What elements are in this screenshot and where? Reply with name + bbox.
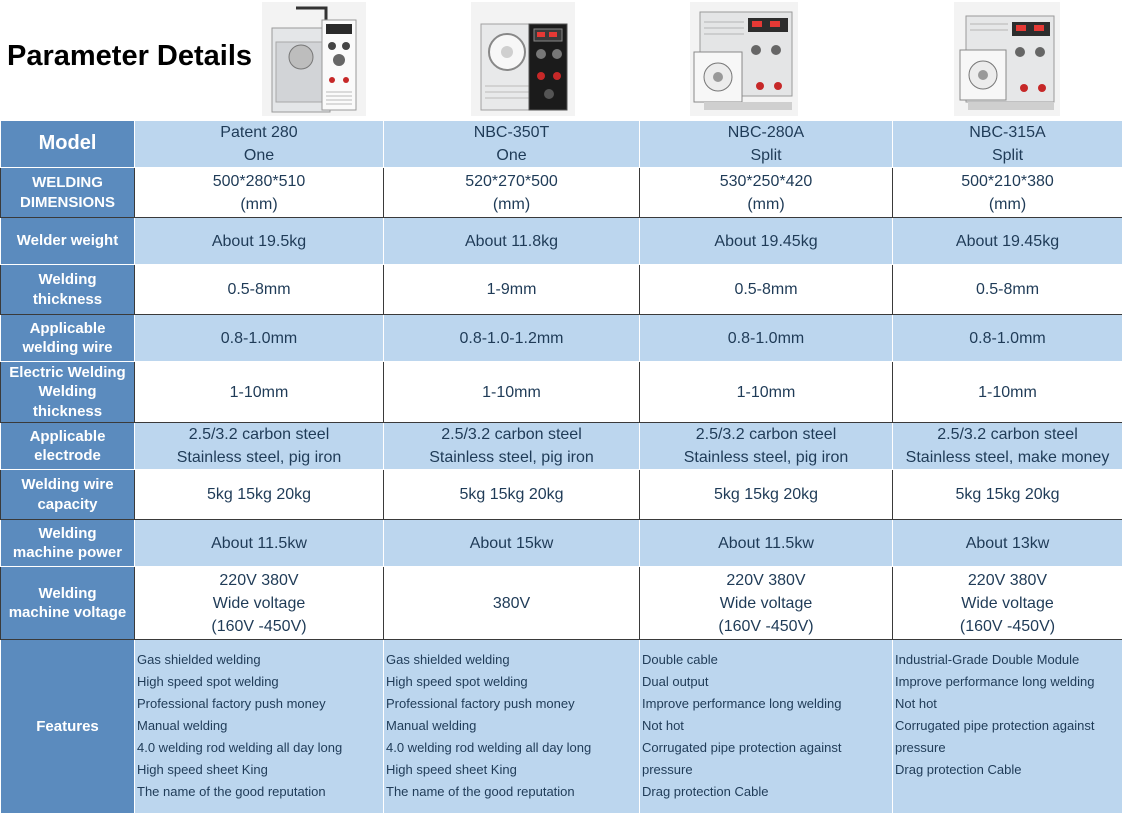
cell-voltage-2: 380V [384, 567, 640, 640]
row-weight [1, 218, 1122, 265]
welder-machine-photo-3 [690, 2, 798, 116]
row-header-features: Features [1, 640, 135, 814]
welder-machine-photo-4 [954, 2, 1060, 116]
cell-capacity-1: 5kg 15kg 20kg [135, 470, 384, 520]
cell-power-3: About 11.5kw [640, 520, 893, 567]
row-header-wire: Applicable welding wire [1, 315, 135, 362]
row-header-model: Model [1, 121, 135, 168]
row-dimensions [1, 168, 1122, 218]
page-title: Parameter Details [7, 40, 253, 72]
row-electric-thickness [1, 362, 1122, 423]
cell-electric-1: 1-10mm [135, 362, 384, 423]
cell-model-2: NBC-350T One [384, 121, 640, 168]
row-voltage [1, 567, 1122, 640]
welder-machine-photo-1 [262, 2, 366, 116]
cell-weight-3: About 19.45kg [640, 218, 893, 265]
cell-features-1: Gas shielded welding High speed spot welding Professional factory push money Manual welding 4.0 welding rod welding all day long High speed sheet King The name of the good reputation [135, 640, 384, 814]
row-header-voltage: Welding machine voltage [1, 567, 135, 640]
row-capacity [1, 470, 1122, 520]
cell-thickness-2: 1-9mm [384, 265, 640, 315]
product-image-2 [471, 2, 575, 116]
cell-capacity-4: 5kg 15kg 20kg [893, 470, 1122, 520]
row-power [1, 520, 1122, 567]
cell-features-2: Gas shielded welding High speed spot welding Professional factory push money Manual welding 4.0 welding rod welding all day long High speed sheet King The name of the good reputation [384, 640, 640, 814]
cell-electrode-2: 2.5/3.2 carbon steel Stainless steel, pig iron [384, 423, 640, 470]
header [0, 0, 1122, 120]
cell-power-4: About 13kw [893, 520, 1122, 567]
cell-voltage-1: 220V 380V Wide voltage (160V -450V) [135, 567, 384, 640]
cell-electric-3: 1-10mm [640, 362, 893, 423]
row-header-electric-thickness: Electric Welding Welding thickness [1, 362, 135, 423]
cell-dimensions-2: 520*270*500 (mm) [384, 168, 640, 218]
parameter-table [0, 120, 1122, 814]
row-header-electrode: Applicable electrode [1, 423, 135, 470]
row-header-dimensions: WELDING DIMENSIONS [1, 168, 135, 218]
cell-wire-2: 0.8-1.0-1.2mm [384, 315, 640, 362]
cell-electric-2: 1-10mm [384, 362, 640, 423]
row-header-thickness: Welding thickness [1, 265, 135, 315]
cell-capacity-2: 5kg 15kg 20kg [384, 470, 640, 520]
cell-wire-3: 0.8-1.0mm [640, 315, 893, 362]
row-thickness [1, 265, 1122, 315]
product-image-4 [954, 2, 1060, 116]
row-model [1, 121, 1122, 168]
cell-thickness-3: 0.5-8mm [640, 265, 893, 315]
row-header-power: Welding machine power [1, 520, 135, 567]
cell-features-4: Industrial-Grade Double Module Improve performance long welding Not hot Corrugated pipe protection against pressure Drag protection Cable [893, 640, 1122, 814]
cell-electrode-4: 2.5/3.2 carbon steel Stainless steel, make money [893, 423, 1122, 470]
product-image-3 [690, 2, 798, 116]
row-header-weight: Welder weight [1, 218, 135, 265]
cell-weight-4: About 19.45kg [893, 218, 1122, 265]
cell-power-2: About 15kw [384, 520, 640, 567]
cell-electric-4: 1-10mm [893, 362, 1122, 423]
cell-voltage-3: 220V 380V Wide voltage (160V -450V) [640, 567, 893, 640]
cell-thickness-1: 0.5-8mm [135, 265, 384, 315]
cell-capacity-3: 5kg 15kg 20kg [640, 470, 893, 520]
cell-voltage-4: 220V 380V Wide voltage (160V -450V) [893, 567, 1122, 640]
cell-wire-1: 0.8-1.0mm [135, 315, 384, 362]
cell-electrode-1: 2.5/3.2 carbon steel Stainless steel, pig iron [135, 423, 384, 470]
welder-machine-photo-2 [471, 2, 575, 116]
cell-model-1: Patent 280 One [135, 121, 384, 168]
row-features [1, 640, 1122, 814]
cell-dimensions-3: 530*250*420 (mm) [640, 168, 893, 218]
row-wire [1, 315, 1122, 362]
product-image-1 [262, 2, 366, 116]
cell-weight-2: About 11.8kg [384, 218, 640, 265]
cell-electrode-3: 2.5/3.2 carbon steel Stainless steel, pig iron [640, 423, 893, 470]
cell-dimensions-1: 500*280*510 (mm) [135, 168, 384, 218]
cell-model-3: NBC-280A Split [640, 121, 893, 168]
cell-wire-4: 0.8-1.0mm [893, 315, 1122, 362]
cell-weight-1: About 19.5kg [135, 218, 384, 265]
row-header-capacity: Welding wire capacity [1, 470, 135, 520]
row-electrode [1, 423, 1122, 470]
cell-features-3: Double cable Dual output Improve performance long welding Not hot Corrugated pipe protection against pressure Drag protection Cable [640, 640, 893, 814]
cell-thickness-4: 0.5-8mm [893, 265, 1122, 315]
cell-dimensions-4: 500*210*380 (mm) [893, 168, 1122, 218]
cell-model-4: NBC-315A Split [893, 121, 1122, 168]
cell-power-1: About 11.5kw [135, 520, 384, 567]
